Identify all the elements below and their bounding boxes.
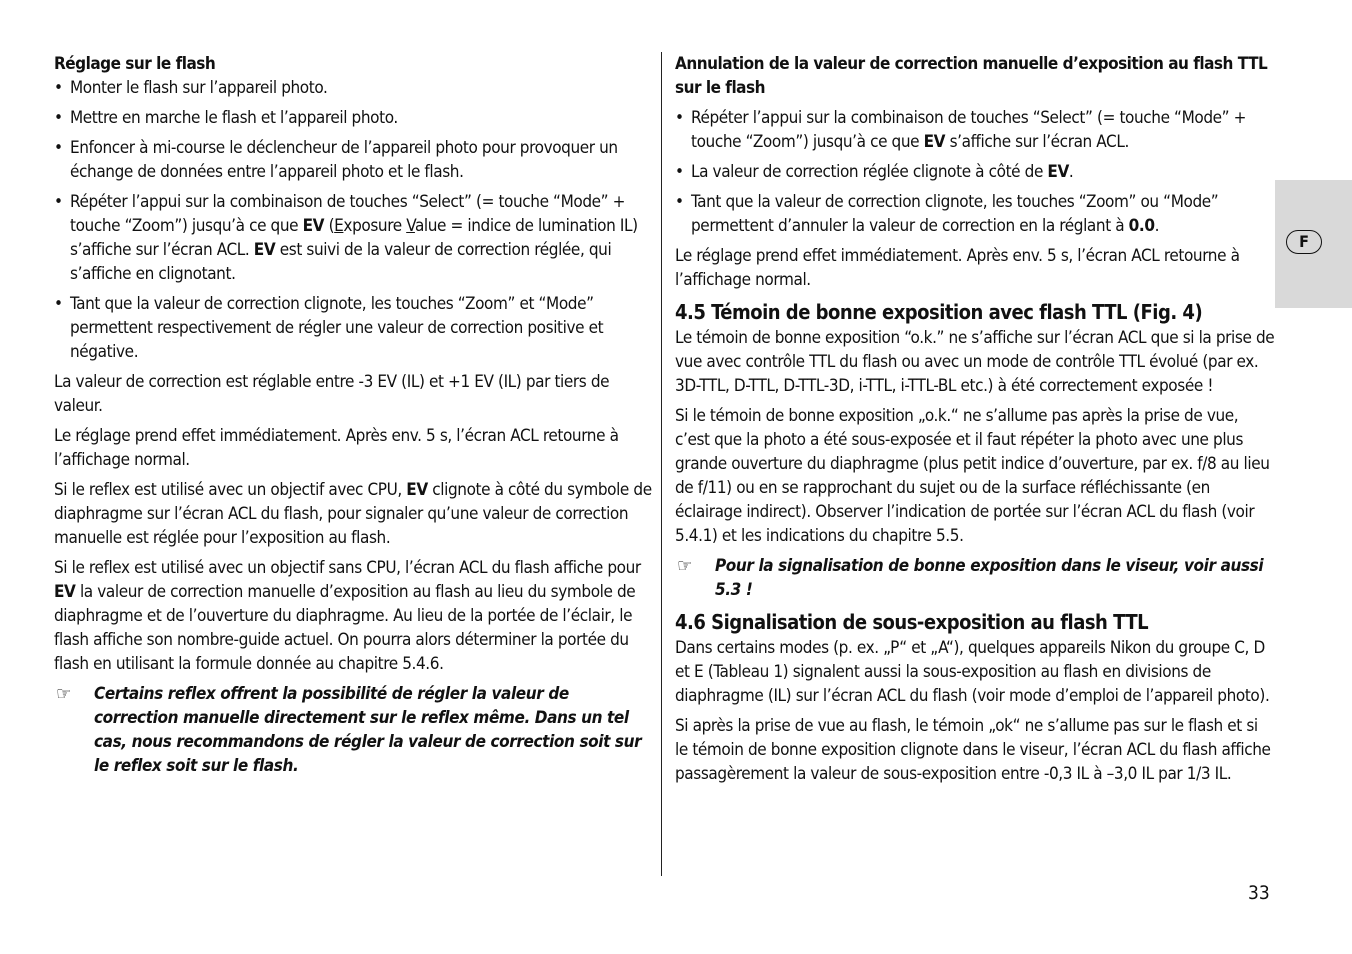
list-item: • Tant que la valeur de correction clignote, les touches “Zoom” et “Mode” permettent respectivement de régler une valeur de correction positive et négative. bbox=[54, 292, 654, 364]
paragraph: Dans certains modes (p. ex. „P“ et „A“), quelques appareils Nikon du groupe C, D et E (Tableau 1) signalent aussi la sous-exposition au flash en divisions de diaphragme (IL) sur l’écran ACL du flash (voir mode d’emploi de l’appareil photo). bbox=[675, 638, 1270, 706]
section-title: 4.5 Témoin de bonne exposition avec flash TTL (Fig. 4) bbox=[675, 300, 1203, 324]
text: Si le reflex est utilisé avec un objectif sans CPU, l’écran ACL du flash affiche pour bbox=[54, 558, 641, 578]
text: xposure bbox=[343, 216, 407, 236]
text: . bbox=[1154, 216, 1160, 236]
ev-label: EV bbox=[1047, 162, 1069, 182]
ev-label: EV bbox=[406, 480, 428, 500]
paragraph: Si le témoin de bonne exposition „o.k.“ ne s’allume pas après la prise de vue, c’est que la photo a été sous-exposée et il faut répéter la photo avec une plus grande ouverture du diaphragme (plus petit indice d’ouverture, par ex. f/8 au lieu de f/11) ou en se rapprochant du sujet ou de la surface réfléchissante (en éclairage indirect). Observer l’indication de portée sur l’écran ACL du flash (voir 5.4.1) et les indications du chapitre 5.5. bbox=[675, 406, 1270, 546]
column-divider bbox=[661, 52, 662, 876]
list-item: • Monter le flash sur l’appareil photo. bbox=[54, 76, 654, 100]
ev-label: EV bbox=[923, 132, 946, 152]
text: est suivi de la valeur de correction réglée, qui s’affiche en clignotant. bbox=[70, 240, 612, 284]
pointing-hand-icon: ☞ bbox=[677, 555, 692, 577]
section-heading: Réglage sur le flash bbox=[54, 54, 216, 74]
list-item bbox=[675, 160, 1275, 184]
underlined-letter: E bbox=[334, 216, 344, 236]
list-item bbox=[675, 106, 1275, 154]
text: Répéter l’appui sur la combinaison de touches “Select” (= touche “Mode” + touche “Zoom”) jusqu’à ce que bbox=[70, 192, 626, 236]
bullet-list bbox=[54, 76, 654, 364]
text: alue = indice de lumination IL) s’affiche sur l’écran ACL. bbox=[70, 216, 638, 260]
text: la valeur de correction manuelle d’exposition au flash au lieu du symbole de diaphragme et de l’ouverture du diaphragme. Au lieu de la portée de l’éclair, le flash affiche son nombre-guide actuel. On pourra alors déterminer la portée du flash en utilisant la formule donnée au chapitre 5.4.6. bbox=[54, 582, 636, 674]
text: clignote à côté du symbole de diaphragme sur l’écran ACL du flash, pour signaler qu’une valeur de correction manuelle est réglée pour l’exposition au flash. bbox=[54, 480, 652, 548]
list-item: • Enfoncer à mi-course le déclencheur de l’appareil photo pour provoquer un échange de données entre l’appareil photo et le flash. bbox=[54, 136, 654, 184]
value-label: 0.0 bbox=[1128, 216, 1155, 236]
ev-label: EV bbox=[253, 240, 276, 260]
text: La valeur de correction réglée clignote à côté de bbox=[691, 162, 1048, 182]
note bbox=[54, 682, 654, 778]
underlined-letter: V bbox=[406, 216, 415, 236]
text: s’affiche sur l’écran ACL. bbox=[945, 132, 1129, 152]
list-item bbox=[675, 190, 1275, 238]
pointing-hand-icon: ☞ bbox=[56, 683, 71, 705]
text: . bbox=[1068, 162, 1074, 182]
list-item bbox=[54, 190, 654, 286]
bullet-list bbox=[675, 106, 1275, 238]
note-text: Pour la signalisation de bonne exposition dans le viseur, voir aussi 5.3 ! bbox=[715, 556, 1264, 600]
paragraph: Le réglage prend effet immédiatement. Après env. 5 s, l’écran ACL retourne à l’affichage normal. bbox=[675, 246, 1240, 290]
list-item: • Mettre en marche le flash et l’appareil photo. bbox=[54, 106, 654, 130]
text: Répéter l’appui sur la combinaison de touches “Select” (= touche “Mode” + touche “Zoom”) jusqu’à ce que bbox=[691, 108, 1247, 152]
ev-label: EV bbox=[302, 216, 325, 236]
page-number: 33 bbox=[1248, 882, 1270, 904]
language-badge: F bbox=[1286, 230, 1322, 254]
section-title: 4.6 Signalisation de sous-exposition au flash TTL bbox=[675, 610, 1149, 634]
text: Tant que la valeur de correction clignote, les touches “Zoom” ou “Mode” permettent d’annuler la valeur de correction en la réglant à bbox=[691, 192, 1219, 236]
paragraph bbox=[54, 556, 654, 676]
section-heading: Annulation de la valeur de correction manuelle d’exposition au flash TTL sur le flash bbox=[675, 54, 1268, 98]
paragraph: Le témoin de bonne exposition “o.k.” ne s’affiche sur l’écran ACL que si la prise de vue avec contrôle TTL du flash ou avec un mode de contrôle TTL évolué (par ex. 3D-TTL, D-TTL, D-TTL-3D, i-TTL, i-TTL-BL etc.) à été correctement exposée ! bbox=[675, 328, 1275, 396]
note bbox=[675, 554, 1275, 602]
paragraph: La valeur de correction est réglable entre -3 EV (IL) et +1 EV (IL) par tiers de valeur. bbox=[54, 372, 610, 416]
right-column bbox=[675, 52, 1275, 792]
note-text: Certains reflex offrent la possibilité de régler la valeur de correction manuelle directement sur le reflex même. Dans un tel cas, nous recommandons de régler la valeur de correction soit sur le reflex soit sur le flash. bbox=[94, 684, 642, 776]
paragraph bbox=[54, 478, 654, 550]
text: ( bbox=[324, 216, 335, 236]
ev-label: EV bbox=[54, 582, 76, 602]
text: Si le reflex est utilisé avec un objectif avec CPU, bbox=[54, 480, 407, 500]
left-column bbox=[54, 52, 654, 778]
language-tab bbox=[1275, 180, 1352, 308]
paragraph: Si après la prise de vue au flash, le témoin „ok“ ne s’allume pas sur le flash et si le témoin de bonne exposition clignote dans le viseur, l’écran ACL du flash affiche passagèrement la valeur de sous-exposition entre -0,3 IL à –3,0 IL par 1/3 IL. bbox=[675, 716, 1271, 784]
paragraph: Le réglage prend effet immédiatement. Après env. 5 s, l’écran ACL retourne à l’affichage normal. bbox=[54, 426, 619, 470]
